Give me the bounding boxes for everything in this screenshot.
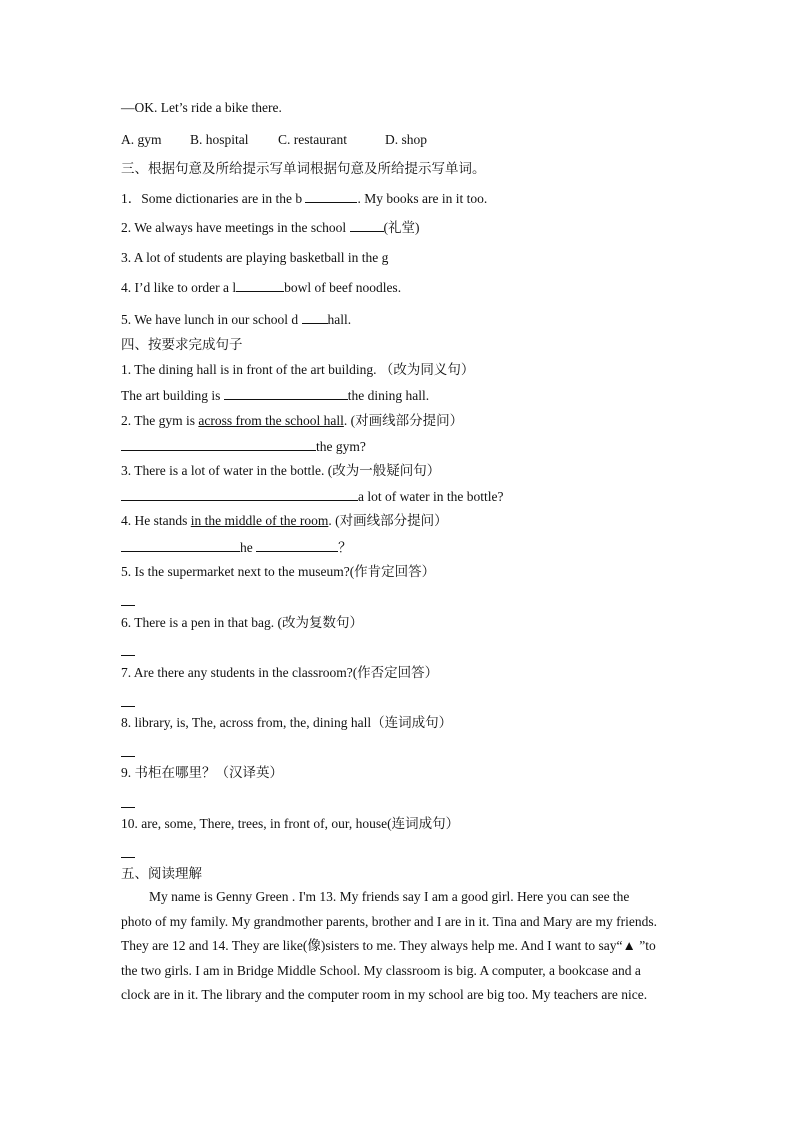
- s4-a4-mid: he: [240, 540, 253, 555]
- s4-a2-tail: the gym?: [316, 439, 366, 454]
- s4-answer-dash-7[interactable]: [121, 696, 135, 707]
- s3-item-2-tail: (礼堂): [383, 220, 420, 235]
- passage-text-1: My name is Genny Green . I'm 13. My friends say I am a good girl. Here you can see the photo of my family. My grandmother parents, brother and I are in it. Tina and Mary are my friends. They are 12 and 14. They are like(像)sisters to me. They always help me. And I want to say“: [121, 889, 657, 953]
- s4-a8: [121, 744, 135, 762]
- s4-a4: [121, 538, 352, 557]
- option-c[interactable]: C. restaurant: [278, 132, 347, 147]
- s3-blank-1[interactable]: [305, 189, 357, 203]
- s3-blank-2[interactable]: [350, 218, 384, 232]
- s3-item-2: [121, 218, 420, 237]
- s4-q8: 8. library, is, The, across from, the, dining hall（连词成句）: [121, 715, 453, 730]
- s3-item-2-text: 2. We always have meetings in the school: [121, 220, 347, 235]
- s4-blank-2[interactable]: [121, 437, 316, 451]
- s4-q4-text: 4. He stands: [121, 513, 191, 528]
- s4-answer-dash-10[interactable]: [121, 847, 135, 858]
- s3-blank-5[interactable]: [302, 310, 328, 324]
- s3-item-4-text: 4. I’d like to order a l: [121, 280, 237, 295]
- s3-item-3: 3. A lot of students are playing basketball in the g: [121, 250, 389, 265]
- s4-q2-tail: . (对画线部分提问）: [343, 413, 464, 428]
- section4-title: 四、按要求完成句子: [121, 337, 243, 352]
- mcq-options: [121, 131, 427, 149]
- reading-passage: [121, 885, 661, 1008]
- mcq-dialogue: —OK. Let’s ride a bike there.: [121, 100, 282, 115]
- passage-text-2: ”to the two girls. I am in Bridge Middle School. My classroom is big. A computer, a bookcase and a clock are in it. The library and the computer room in my school are big too. My teachers are nice.: [121, 938, 656, 1002]
- s4-blank-1[interactable]: [224, 386, 348, 400]
- section3-title: 三、根据句意及所给提示写单词根据句意及所给提示写单词。: [121, 161, 486, 176]
- s3-blank-4[interactable]: [236, 278, 284, 292]
- s3-item-1-tail: . My books are in it too.: [357, 191, 488, 206]
- section5-title: 五、阅读理解: [121, 866, 202, 881]
- s4-q7: 7. Are there any students in the classroom?(作否定回答）: [121, 665, 439, 680]
- s4-q4: [121, 512, 448, 530]
- s4-a2: [121, 437, 366, 456]
- s4-q4-underlined: in the middle of the room: [190, 513, 329, 528]
- option-a[interactable]: A. gym: [121, 132, 162, 147]
- s4-a9: [121, 795, 135, 813]
- s4-a3: [121, 487, 503, 506]
- s4-a6: [121, 643, 135, 661]
- s4-q3: 3. There is a lot of water in the bottle. (改为一般疑问句）: [121, 463, 441, 478]
- option-b[interactable]: B. hospital: [190, 132, 249, 147]
- s4-a3-tail: a lot of water in the bottle?: [358, 489, 504, 504]
- s4-answer-dash-8[interactable]: [121, 746, 135, 757]
- s4-q6: 6. There is a pen in that bag. (改为复数句）: [121, 615, 363, 630]
- s4-q2: [121, 412, 463, 430]
- s4-blank-3[interactable]: [121, 487, 358, 501]
- s4-q2-text: 2. The gym is: [121, 413, 199, 428]
- s4-a1-tail: the dining hall.: [347, 388, 430, 403]
- s3-item-5: [121, 310, 351, 329]
- s4-q4-tail: . (对画线部分提问）: [328, 513, 448, 528]
- triangle-icon: ▲: [622, 938, 636, 953]
- s4-q9: 9. 书柜在哪里？（汉译英）: [121, 765, 283, 780]
- s4-blank-4a[interactable]: [121, 538, 240, 552]
- s4-a4-tail: ？: [338, 540, 352, 555]
- s4-a10: [121, 845, 135, 863]
- s4-answer-dash-5[interactable]: [121, 595, 135, 606]
- s4-answer-dash-6[interactable]: [121, 645, 135, 656]
- s4-q10: 10. are, some, There, trees, in front of, our, house(连词成句）: [121, 816, 460, 831]
- s3-item-1-text: 1．Some dictionaries are in the b: [121, 191, 303, 206]
- s3-item-4: [121, 278, 401, 297]
- s3-item-5-text: 5. We have lunch in our school d: [121, 312, 299, 327]
- s3-item-1: [121, 189, 487, 208]
- s4-q5: 5. Is the supermarket next to the museum?(作肯定回答）: [121, 564, 436, 579]
- s3-item-5-tail: hall.: [327, 312, 352, 327]
- s4-a1-text: The art building is: [121, 388, 221, 403]
- s4-q2-underlined: across from the school hall: [198, 413, 344, 428]
- s4-blank-4b[interactable]: [256, 538, 338, 552]
- s4-answer-dash-9[interactable]: [121, 797, 135, 808]
- s4-a7: [121, 694, 135, 712]
- s3-item-4-tail: bowl of beef noodles.: [284, 280, 402, 295]
- s4-a1: [121, 386, 429, 405]
- s4-a5: [121, 593, 135, 611]
- option-d[interactable]: D. shop: [385, 132, 428, 147]
- s4-q1: 1. The dining hall is in front of the art building. （改为同义句）: [121, 362, 475, 377]
